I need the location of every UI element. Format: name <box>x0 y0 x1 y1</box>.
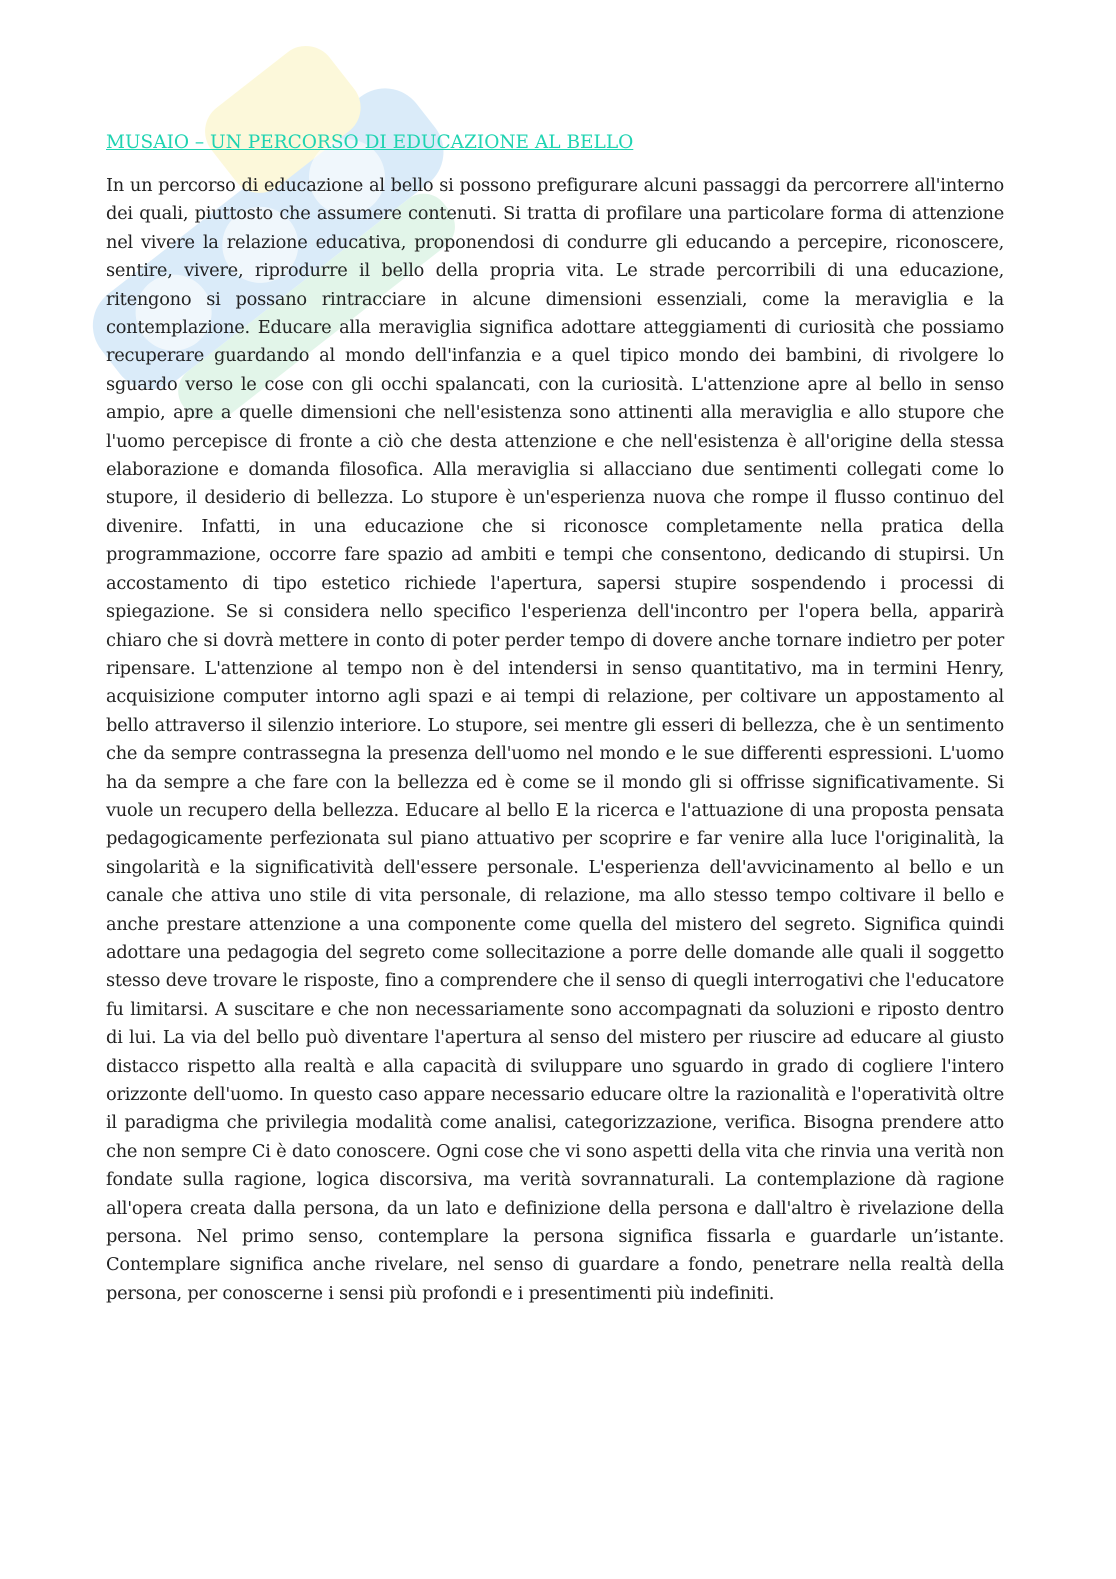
document-content <box>106 128 1004 1308</box>
document-body-paragraph: In un percorso di educazione al bello si possono prefigurare alcuni passaggi da percorrere all'interno dei quali, piuttosto che assumere contenuti. Si tratta di profilare una particolare forma di attenzione nel vivere la relazione educativa, proponendosi di condurre gli educando a percepire, riconoscere, sentire, vivere, riprodurre il bello della propria vita. Le strade percorribili di una educazione, ritengono si possano rintracciare in alcune dimensioni essenziali, come la meraviglia e la contemplazione. Educare alla meraviglia significa adottare atteggiamenti di curiosità che possiamo recuperare guardando al mondo dell'infanzia e a quel tipico mondo dei bambini, di rivolgere lo sguardo verso le cose con gli occhi spalancati, con la curiosità. L'attenzione apre al bello in senso ampio, apre a quelle dimensioni che nell'esistenza sono attinenti alla meraviglia e allo stupore che l'uomo percepisce di fronte a ciò che desta attenzione e che nell'esistenza è all'origine della stessa elaborazione e domanda filosofica. Alla meraviglia si allacciano due sentimenti collegati come lo stupore, il desiderio di bellezza. Lo stupore è un'esperienza nuova che rompe il flusso continuo del divenire. Infatti, in una educazione che si riconosce completamente nella pratica della programmazione, occorre fare spazio ad ambiti e tempi che consentono, dedicando di stupirsi. Un accostamento di tipo estetico richiede l'apertura, sapersi stupire sospendendo i processi di spiegazione. Se si considera nello specifico l'esperienza dell'incontro per l'opera bella, apparirà chiaro che si dovrà mettere in conto di poter perder tempo di dovere anche tornare indietro per poter ripensare. L'attenzione al tempo non è del intendersi in senso quantitativo, ma in termini Henry, acquisizione computer intorno agli spazi e ai tempi di relazione, per coltivare un appostamento al bello attraverso il silenzio interiore. Lo stupore, sei mentre gli esseri di bellezza, che è un sentimento che da sempre contrassegna la presenza dell'uomo nel mondo e le sue differenti espressioni. L'uomo ha da sempre a che fare con la bellezza ed è come se il mondo gli si offrisse significativamente. Si vuole un recupero della bellezza. Educare al bello E la ricerca e l'attuazione di una proposta pensata pedagogicamente perfezionata sul piano attuativo per scoprire e far venire alla luce l'originalità, la singolarità e la significatività dell'essere personale. L'esperienza dell'avvicinamento al bello e un canale che attiva uno stile di vita personale, di relazione, ma allo stesso tempo coltivare il bello e anche prestare attenzione a una componente come quella del mistero del segreto. Significa quindi adottare una pedagogia del segreto come sollecitazione a porre delle domande alle quali il soggetto stesso deve trovare le risposte, fino a comprendere che il senso di quegli interrogativi che l'educatore fu limitarsi. A suscitare e che non necessariamente sono accompagnati da soluzioni e riposto dentro di lui. La via del bello può diventare l'apertura al senso del mistero per riuscire ad educare al giusto distacco rispetto alla realtà e alla capacità di sviluppare uno sguardo in grado di cogliere l'intero orizzonte dell'uomo. In questo caso appare necessario educare oltre la razionalità e l'operatività oltre il paradigma che privilegia modalità come analisi, categorizzazione, verifica. Bisogna prendere atto che non sempre Ci è dato conoscere. Ogni cose che vi sono aspetti della vita che rinvia una verità non fondate sulla ragione, logica discorsiva, ma verità sovrannaturali. La contemplazione dà ragione all'opera creata dalla persona, da un lato e definizione della persona e dall'altro è rivelazione della persona. Nel primo senso, contemplare la persona significa fissarla e guardarle un’istante. Contemplare significa anche rivelare, nel senso di guardare a fondo, penetrare nella realtà della persona, per conoscerne i sensi più profondi e i presentimenti più indefiniti. <box>106 175 1004 1304</box>
document-title: MUSAIO – UN PERCORSO DI EDUCAZIONE AL BELLO <box>106 132 634 153</box>
